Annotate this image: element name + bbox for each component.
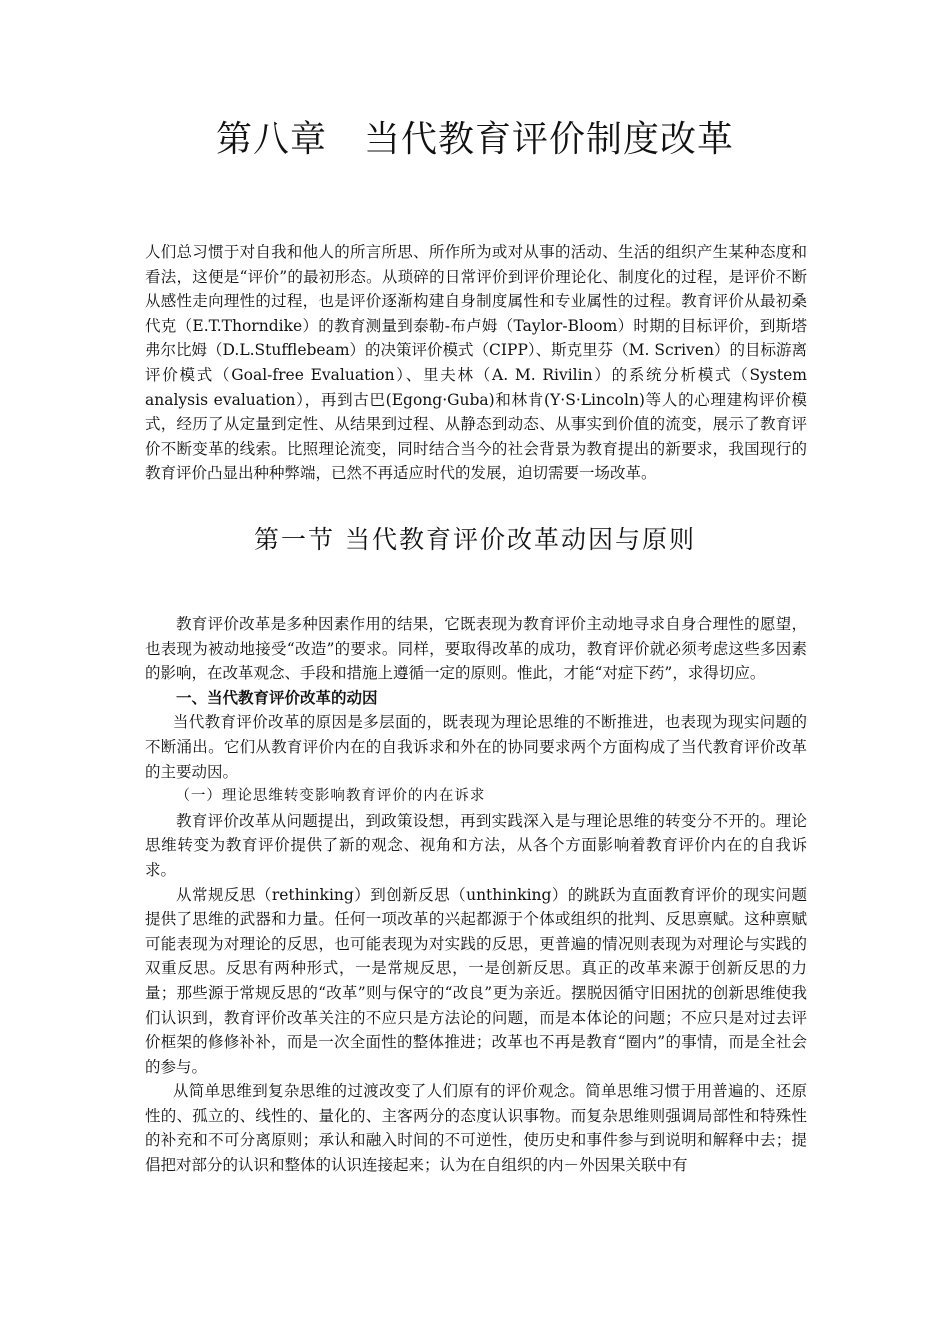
section-body [145,612,807,1178]
section-paragraph-1: 教育评价改革是多种因素作用的结果，它既表现为教育评价主动地寻求自身合理性的愿望，也表现为被动地接受“改造”的要求。同样，要取得改革的成功，教育评价就必须考虑这些多因素的影响，在改革观念、手段和措施上遵循一定的原则。惟此，才能“对症下药”，求得切应。 [145,615,807,683]
section-paragraph-5: 从简单思维到复杂思维的过渡改变了人们原有的评价观念。简单思维习惯于用普遍的、还原性的、孤立的、线性的、量化的、主客两分的态度认识事物。而复杂思维则强调局部性和特殊性的补充和不可分离原则；承认和融入时间的不可逆性，使历史和事件参与到说明和解释中去；提倡把对部分的认识和整体的认识连接起来；认为在自组织的内－外因果关联中有 [145,1082,807,1175]
intro-paragraph: 人们总习惯于对自我和他人的所言所思、所作所为或对从事的活动、生活的组织产生某种态度和看法，这便是“评价”的最初形态。从琐碎的日常评价到评价理论化、制度化的过程，是评价不断从感性走向理性的过程，也是评价逐渐构建自身制度属性和专业属性的过程。教育评价从最初桑代克（E.T.Thorndike）的教育测量到泰勒-布卢姆（Taylor-Bloom）时期的目标评价，到斯塔弗尔比姆（D.L.Stufflebeam）的决策评价模式（CIPP）、斯克里芬（M. Scriven）的目标游离评价模式（Goal-free Evaluation）、里夫林（A. M. Rivilin）的系统分析模式（System analysis evaluation），再到古巴(Egong·Guba)和林肯(Y·S·Lincoln)等人的心理建构评价模式，经历了从定量到定性、从结果到过程、从静态到动态、从事实到价值的流变，展示了教育评价不断变革的线索。比照理论流变，同时结合当今的社会背景为教育提出的新要求，我国现行的教育评价凸显出种种弊端，已然不再适应时代的发展，迫切需要一场改革。 [145,243,807,483]
sub-subsection-heading: （一）理论思维转变影响教育评价的内在诉求 [175,788,486,805]
chapter-title: 第八章 当代教育评价制度改革 [215,119,734,160]
section-title: 第一节 当代教育评价改革动因与原则 [254,525,696,554]
section-paragraph-3: 教育评价改革从问题提出，到政策设想，再到实践深入是与理论思维的转变分不开的。理论思维转变为教育评价提供了新的观念、视角和方法，从各个方面影响着教育评价内在的自我诉求。 [145,811,807,879]
subsection-heading: 一、当代教育评价改革的动因 [176,687,378,707]
section-paragraph-4: 从常规反思（rethinking）到创新反思（unthinking）的跳跃为直面教育评价的现实问题提供了思维的武器和力量。任何一项改革的兴起都源于个体或组织的批判、反思禀赋。这种禀赋可能表现为对理论的反思，也可能表现为对实践的反思，更普遍的情况则表现为对理论与实践的双重反思。反思有两种形式，一是常规反思，一是创新反思。真正的改革来源于创新反思的力量；那些源于常规反思的“改革”则与保守的“改良”更为亲近。摆脱因循守旧困扰的创新思维使我们认识到，教育评价改革关注的不应只是方法论的问题，而是本体论的问题；不应只是对过去评价框架的修修补补，而是一次全面性的整体推进；改革也不再是教育“圈内”的事情，而是全社会的参与。 [145,885,807,1076]
section-paragraph-2: 当代教育评价改革的原因是多层面的，既表现为理论思维的不断推进，也表现为现实问题的不断涌出。它们从教育评价内在的自我诉求和外在的协同要求两个方面构成了当代教育评价改革的主要动因。 [145,713,807,781]
